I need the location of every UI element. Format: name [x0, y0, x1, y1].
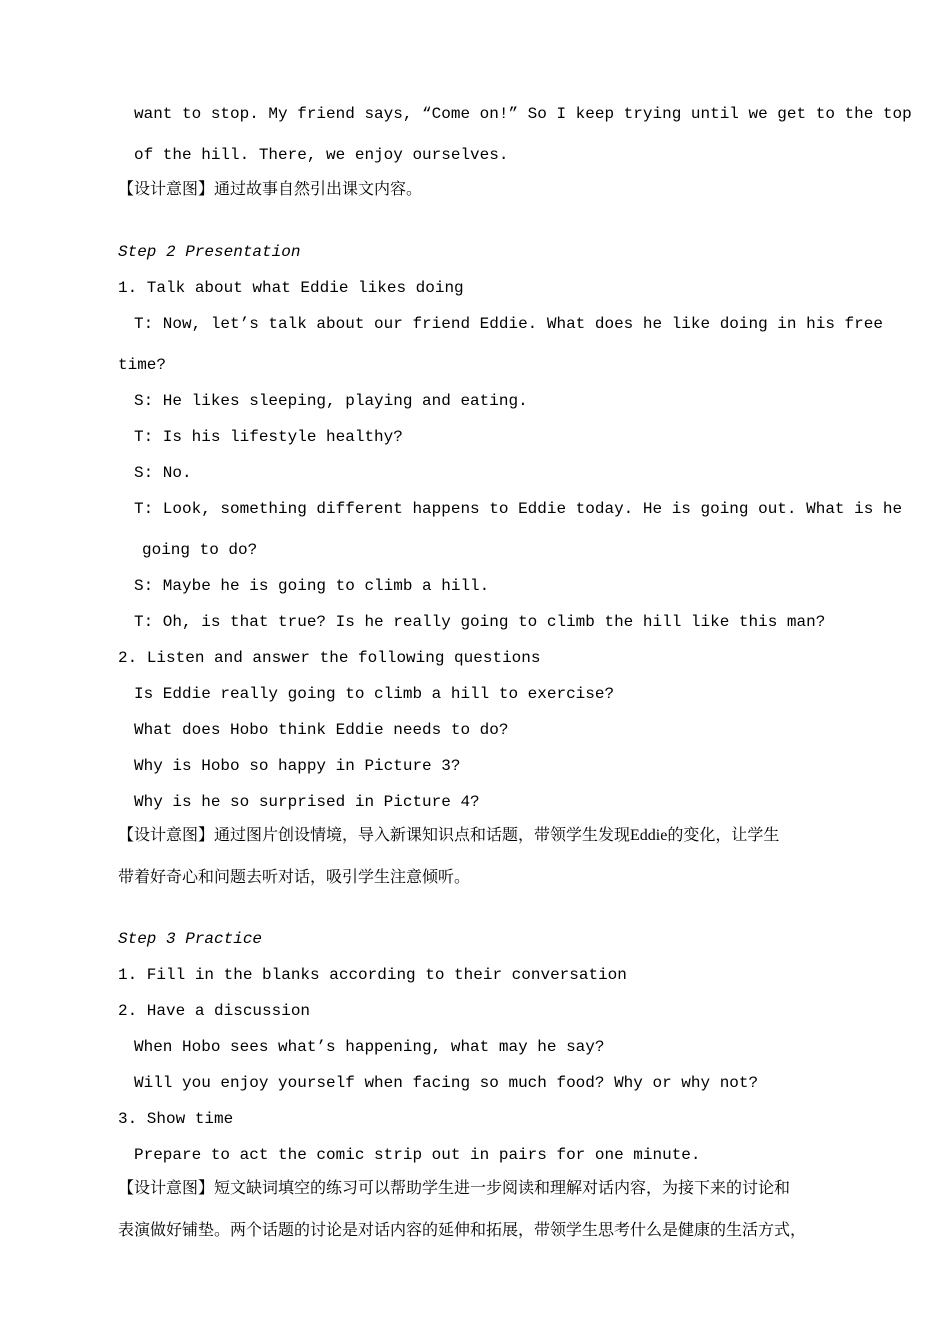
list-item: 2. Listen and answer the following questions — [118, 649, 541, 667]
design-intent-note: 【设计意图】通过图片创设情境，导入新课知识点和话题，带领学生发现Eddie的变化，让学生 — [118, 827, 780, 844]
dialogue-line: going to do? — [142, 541, 258, 559]
dialogue-line: T: Now, let’s talk about our friend Eddie. What does he like doing in his free — [134, 315, 883, 333]
discussion-question: When Hobo sees what’s happening, what may he say? — [134, 1038, 605, 1056]
list-item: 1. Fill in the blanks according to their conversation — [118, 966, 627, 984]
question-line: Is Eddie really going to climb a hill to exercise? — [134, 685, 615, 703]
list-item: 3. Show time — [118, 1110, 234, 1128]
discussion-question: Will you enjoy yourself when facing so much food? Why or why not? — [134, 1074, 759, 1092]
design-intent-note: 【设计意图】通过故事自然引出课文内容。 — [118, 181, 423, 198]
question-line: Why is he so surprised in Picture 4? — [134, 793, 480, 811]
design-intent-note: 表演做好铺垫。两个话题的讨论是对话内容的延伸和拓展，带领学生思考什么是健康的生活方式， — [118, 1222, 807, 1239]
dialogue-line: T: Oh, is that true? Is he really going to climb the hill like this man? — [134, 613, 826, 631]
dialogue-line: T: Is his lifestyle healthy? — [134, 428, 403, 446]
dialogue-line: S: He likes sleeping, playing and eating. — [134, 392, 528, 410]
list-item: 1. Talk about what Eddie likes doing — [118, 279, 464, 297]
question-line: What does Hobo think Eddie needs to do? — [134, 721, 509, 739]
question-line: Why is Hobo so happy in Picture 3? — [134, 757, 461, 775]
paragraph-line: of the hill. There, we enjoy ourselves. — [134, 146, 509, 164]
dialogue-line: time? — [118, 356, 167, 374]
section-heading: Step 2 Presentation — [118, 243, 301, 261]
instruction-line: Prepare to act the comic strip out in pairs for one minute. — [134, 1146, 701, 1164]
dialogue-line: S: Maybe he is going to climb a hill. — [134, 577, 490, 595]
design-intent-note: 【设计意图】短文缺词填空的练习可以帮助学生进一步阅读和理解对话内容，为接下来的讨论和 — [118, 1180, 791, 1197]
list-item: 2. Have a discussion — [118, 1002, 311, 1020]
section-heading: Step 3 Practice — [118, 930, 263, 948]
design-intent-note: 带着好奇心和问题去听对话，吸引学生注意倾听。 — [118, 869, 471, 886]
dialogue-line: T: Look, something different happens to Eddie today. He is going out. What is he — [134, 500, 903, 518]
paragraph-line: want to stop. My friend says, “Come on!” So I keep trying until we get to the top — [134, 105, 912, 123]
dialogue-line: S: No. — [134, 464, 192, 482]
